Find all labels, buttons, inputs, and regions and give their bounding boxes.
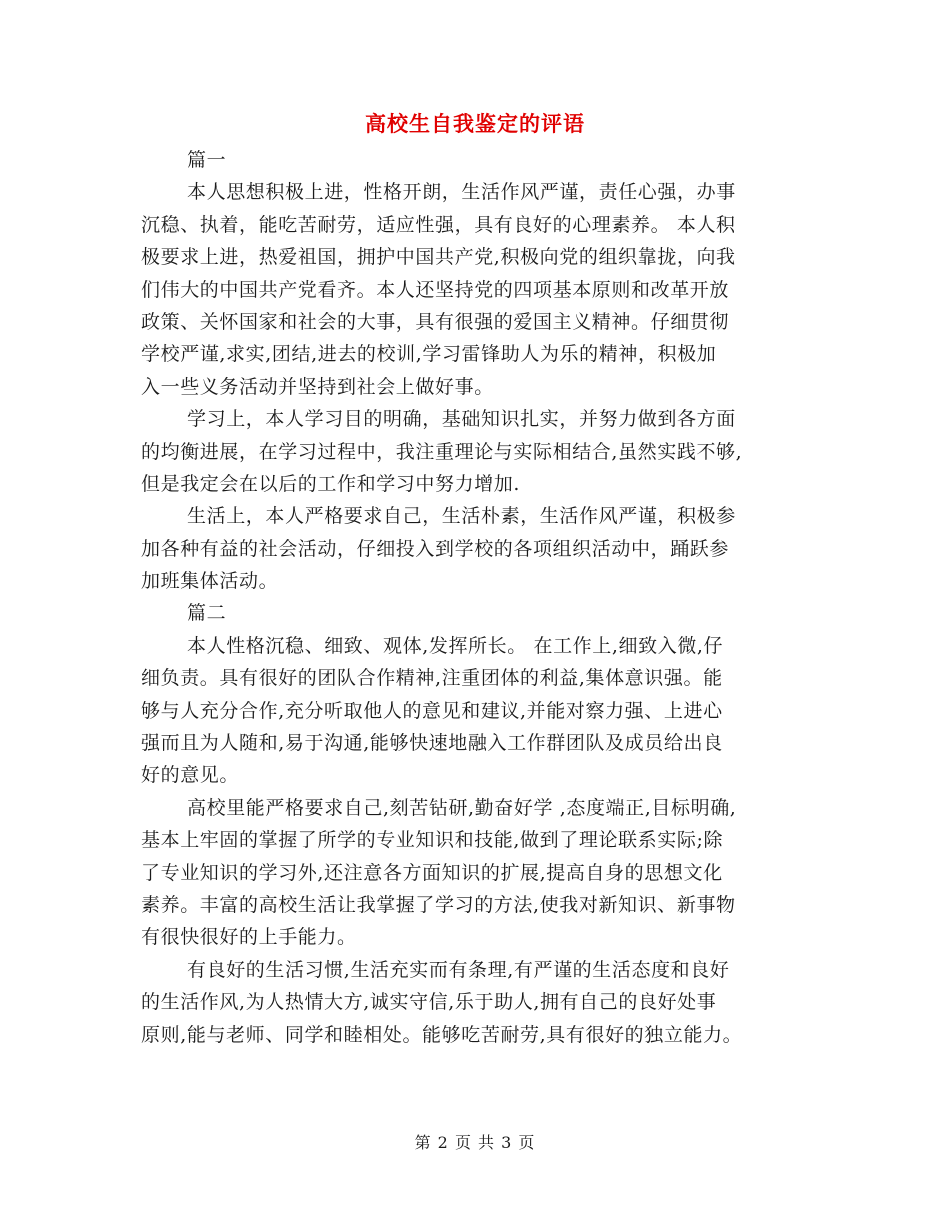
text-line: 学校严谨,求实,团结,进去的校训,学习雷锋助人为乐的精神，积极加 bbox=[141, 343, 717, 366]
text-line: 细负责。具有很好的团队合作精神,注重团体的利益,集体意识强。能 bbox=[141, 667, 723, 690]
text-line: 政策、关怀国家和社会的大事，具有很强的爱国主义精神。仔细贯彻 bbox=[141, 310, 730, 333]
text-line: 生活上，本人严格要求自己，生活朴素，生活作风严谨，积极参 bbox=[187, 505, 736, 528]
text-line: 沉稳、执着，能吃苦耐劳，适应性强，具有良好的心理素养。 本人积 bbox=[141, 213, 736, 236]
text-line: 篇二 bbox=[187, 602, 227, 625]
text-line: 加各种有益的社会活动，仔细投入到学校的各项组织活动中，踊跃参 bbox=[141, 537, 730, 560]
text-line: 的均衡进展，在学习过程中，我注重理论与实际相结合,虽然实践不够, bbox=[141, 440, 743, 463]
text-line: 高校里能严格要求自己,刻苦钻研,勤奋好学 ,态度端正,目标明确, bbox=[187, 796, 737, 819]
text-line: 加班集体活动。 bbox=[141, 570, 279, 593]
text-line: 素养。丰富的高校生活让我掌握了学习的方法,使我对新知识、新事物 bbox=[141, 893, 736, 916]
document-body bbox=[141, 144, 801, 1051]
document-title: 高校生自我鉴定的评语 bbox=[365, 112, 585, 136]
text-line: 基本上牢固的掌握了所学的专业知识和技能,做到了理论联系实际;除 bbox=[141, 829, 724, 852]
text-line: 的生活作风,为人热情大方,诚实守信,乐于助人,拥有自己的良好处事 bbox=[141, 991, 717, 1014]
text-line: 但是我定会在以后的工作和学习中努力增加. bbox=[141, 472, 521, 495]
text-line: 本人思想积极上进，性格开朗，生活作风严谨，责任心强，办事 bbox=[187, 181, 736, 204]
text-line: 有良好的生活习惯,生活充实而有条理,有严谨的生活态度和良好 bbox=[187, 958, 730, 981]
text-line: 极要求上进，热爱祖国，拥护中国共产党,积极向党的组织靠拢，向我 bbox=[141, 246, 736, 269]
text-line: 篇一 bbox=[187, 149, 227, 171]
text-line: 原则,能与老师、同学和睦相处。能够吃苦耐劳,具有很好的独立能力。 bbox=[141, 1023, 743, 1046]
text-line: 了专业知识的学习外,还注意各方面知识的扩展,提高自身的思想文化 bbox=[141, 861, 723, 884]
text-line: 强而且为人随和,易于沟通,能够快速地融入工作群团队及成员给出良 bbox=[141, 732, 723, 755]
text-line: 学习上，本人学习目的明确，基础知识扎实，并努力做到各方面 bbox=[187, 408, 736, 431]
text-line: 本人性格沉稳、细致、观体,发挥所长。 在工作上,细致入微,仔 bbox=[187, 634, 724, 657]
text-line: 们伟大的中国共产党看齐。本人还坚持党的四项基本原则和改革开放 bbox=[141, 278, 730, 301]
text-line: 有很快很好的上手能力。 bbox=[141, 926, 357, 949]
page-number-footer: 第 2 页 共 3 页 bbox=[414, 1133, 536, 1152]
text-line: 好的意见。 bbox=[141, 764, 240, 787]
text-line: 入一些义务活动并坚持到社会上做好事。 bbox=[141, 375, 494, 398]
text-line: 够与人充分合作,充分听取他人的意见和建议,并能对察力强、上进心 bbox=[141, 699, 723, 722]
